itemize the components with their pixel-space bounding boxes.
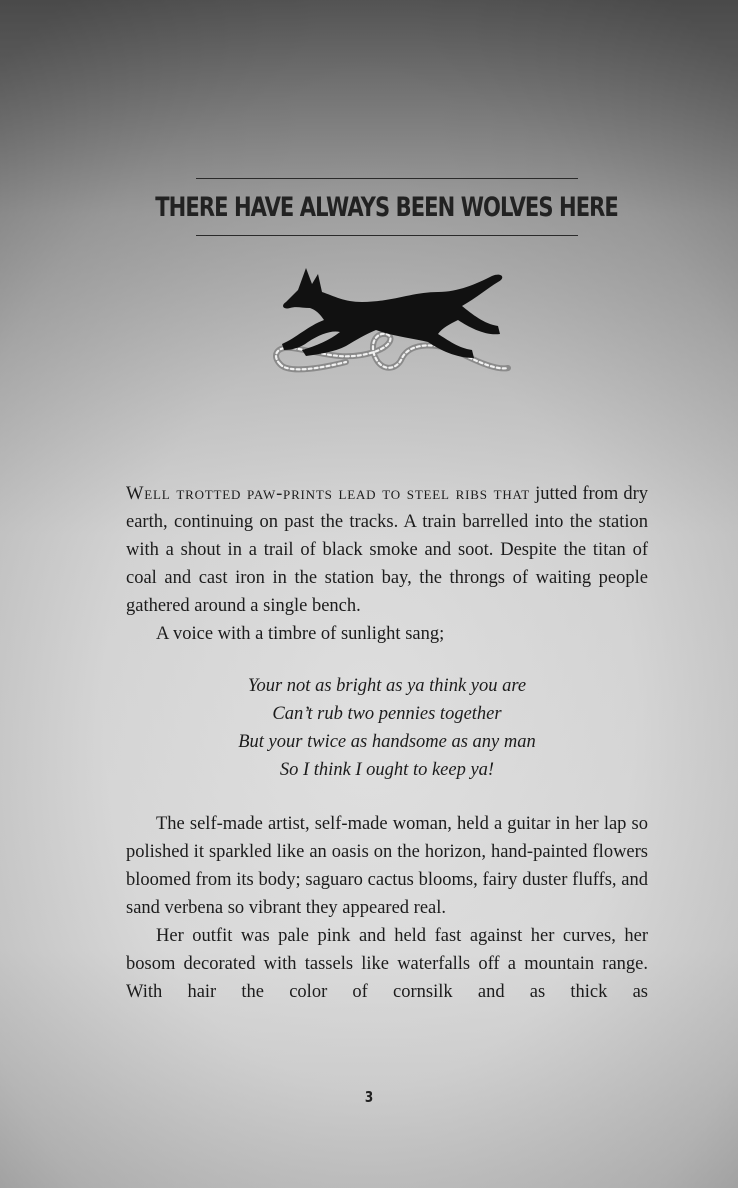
- poem-line: Can’t rub two pennies together: [272, 704, 502, 724]
- wolf-with-lasso-icon: [262, 262, 512, 386]
- paragraph-4: Her outfit was pale pink and held fast against her curves, her bosom decorated with tassels like waterfalls off a mountain range. With hair the color of cornsilk and as thick as: [126, 926, 648, 1002]
- paragraph-1: [126, 480, 648, 620]
- poem-line: Your not as bright as ya think you are: [247, 676, 527, 696]
- opening-words: Well trotted paw-prints lead to steel ribs that: [126, 484, 531, 504]
- chapter-title: THERE HAVE ALWAYS BEEN WOLVES HERE: [155, 191, 619, 223]
- paragraph-3: The self-made artist, self-made woman, held a guitar in her lap so polished it sparkled like an oasis on the horizon, hand-painted flowers bloomed from its body; saguaro cactus blooms, fairy duster fluffs, and sand verbena so vibrant they appeared real.: [126, 814, 648, 918]
- paragraph-1-text: jutted from dry earth, continuing on past the tracks. A train barrelled into the station with a shout in a trail of black smoke and soot. Despite the titan of coal and cast iron in the station bay, the throngs of waiting people gathered around a single bench.: [126, 484, 649, 616]
- page-number: 3: [364, 1088, 374, 1106]
- poem-line: But your twice as handsome as any man: [238, 732, 536, 752]
- poem-line: So I think I ought to keep ya!: [279, 760, 495, 780]
- chapter-heading: [155, 178, 619, 236]
- chapter-body: [126, 480, 648, 1006]
- song-lyrics: [126, 672, 648, 784]
- paragraph-2: A voice with a timbre of sunlight sang;: [156, 624, 445, 644]
